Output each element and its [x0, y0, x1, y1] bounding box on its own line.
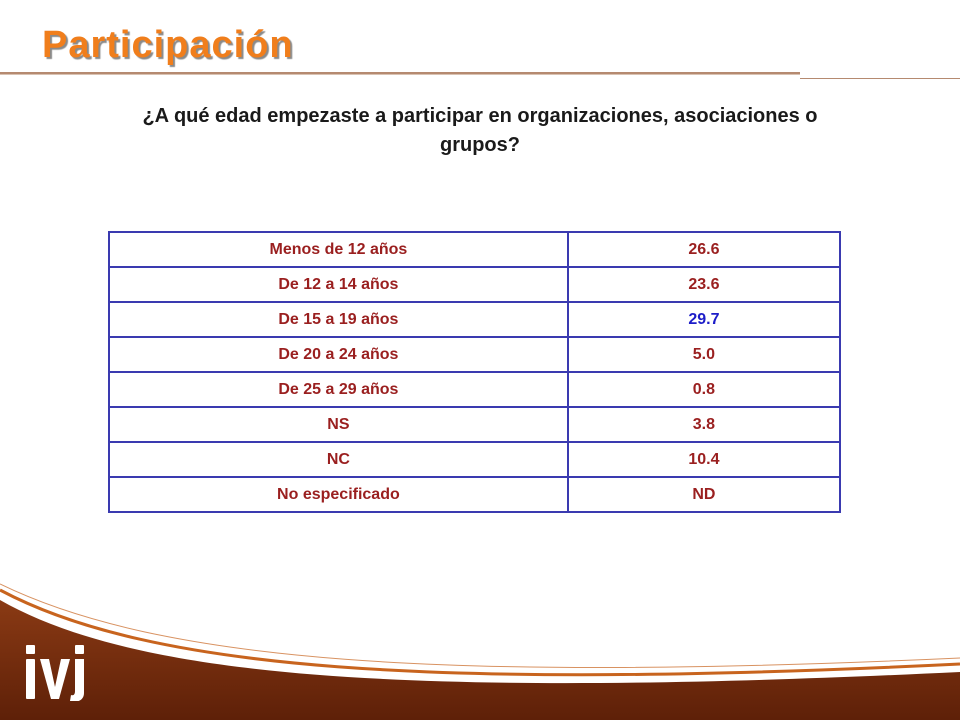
table-row — [109, 232, 840, 267]
row-value: 5.0 — [568, 337, 840, 372]
row-label: NC — [109, 442, 568, 477]
row-value: ND — [568, 477, 840, 512]
age-participation-table — [108, 231, 841, 513]
row-label: De 15 a 19 años — [109, 302, 568, 337]
title-divider-extension — [800, 78, 960, 79]
row-label: De 20 a 24 años — [109, 337, 568, 372]
survey-question: ¿A qué edad empezaste a participar en organizaciones, asociaciones o grupos? — [142, 105, 818, 156]
row-label: NS — [109, 407, 568, 442]
table-row — [109, 302, 840, 337]
table-row — [109, 442, 840, 477]
row-value: 26.6 — [568, 232, 840, 267]
row-value-highlighted: 29.7 — [568, 302, 840, 337]
row-label: De 25 a 29 años — [109, 372, 568, 407]
row-value: 10.4 — [568, 442, 840, 477]
table-row — [109, 372, 840, 407]
table-row — [109, 477, 840, 512]
row-value: 0.8 — [568, 372, 840, 407]
table-row — [109, 337, 840, 372]
title-divider — [0, 72, 800, 75]
table-row — [109, 267, 840, 302]
slide-title: Participación — [42, 24, 294, 66]
footer-swoosh-decoration — [0, 560, 960, 720]
row-value: 3.8 — [568, 407, 840, 442]
table-row — [109, 407, 840, 442]
row-label: Menos de 12 años — [109, 232, 568, 267]
row-label: De 12 a 14 años — [109, 267, 568, 302]
footer-brown-band — [0, 600, 960, 720]
ivj-logo — [24, 645, 90, 701]
row-value: 23.6 — [568, 267, 840, 302]
row-label: No especificado — [109, 477, 568, 512]
